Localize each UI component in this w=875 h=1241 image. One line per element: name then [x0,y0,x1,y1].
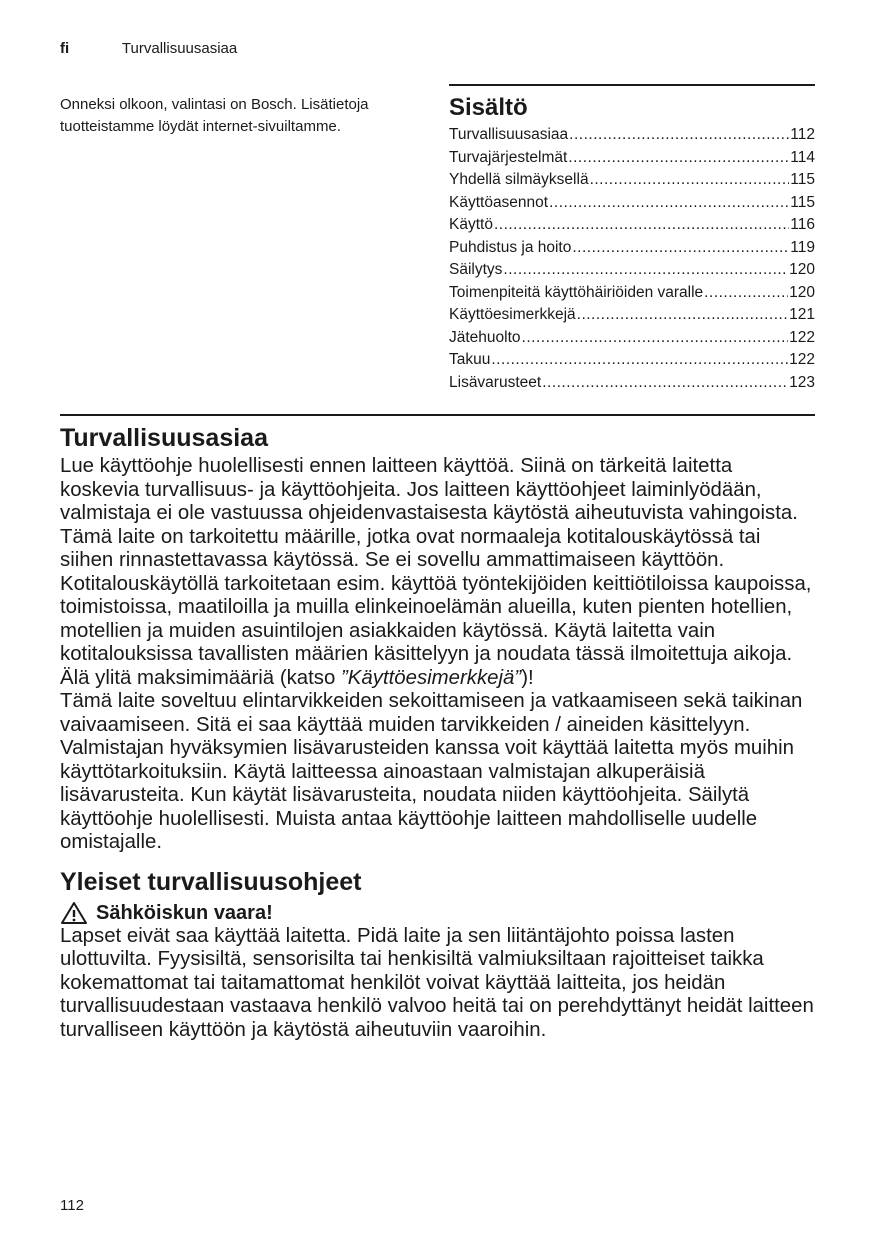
toc-entry-page: 115 [790,171,815,188]
toc-entry [449,192,815,215]
toc-entry-page: 115 [790,193,815,211]
toc-entry-title: Säilytys [449,261,503,278]
toc-leader-dots [590,169,790,192]
toc-leader-dots [522,327,789,350]
toc-entry-title: Jätehuolto [449,328,521,346]
warning-triangle-icon [60,901,88,925]
safety-paragraph-2-end: )! [521,666,534,689]
safety-paragraph-2-start: Tämä laite on tarkoitettu määrille, jotka ovat normaaleja kotitalouskäytössä tai siihen rinnastettavassa käytössä. Se ei sovellu ammattimaiseen käyttöön. Kotitalouskäytöllä tarkoitetaan esim. käyttöä työntekijöiden keittiötiloissa kaupoissa, toimistoissa, maatiloilla ja muilla elinkeinoelämän alueilla, kuten pienten hotellien, motellien ja muiden asuintilojen asiakkaiden käytössä. Käytä laitetta vain kotitalouksissa tavallisten määrien käsittelyyn ja noudata tässä ilmoitettuja aikoja. Älä ylitä maksimimääriä (katso [60,525,812,689]
page-header [60,40,237,57]
toc-entry-title: Turvallisuusasiaa [449,126,569,143]
warning-label [60,901,815,925]
toc-entry [449,147,815,170]
toc-entry-page: 122 [789,351,815,368]
warning-text: Sähköiskun vaara! [96,901,273,924]
safety-paragraph-2 [60,526,815,691]
toc-leader-dots [577,304,788,327]
main-content [60,414,815,1042]
running-section-title: Turvallisuusasiaa [121,40,238,57]
toc-leader-dots [549,192,789,215]
toc-entry-page: 122 [789,328,815,346]
toc-entry-title: Lisävarusteet [449,373,542,391]
toc-title: Sisältö [449,94,528,121]
cross-reference: ”Käyttöesimerkkejä” [341,666,522,689]
general-safety-paragraph-1: Lapset eivät saa käyttää laitetta. Pidä laite ja sen liitäntäjohto poissa lasten ulottuvilta. Fyysisiltä, sensorisilta tai henkisiltä valmiuksiltaan rajoitteiset taikka kokemattomat tai taitamattomat henkilöt voivat käyttää laitteita, jos heidän turvallisuudestaan vastaava henkilö valvoo heitä tai on perehdyttänyt heidät laitteen turvalliseen käyttöön ja käytöstä aiheutuviin vaaroihin. [60,924,814,1041]
toc-entry-title: Toimenpiteitä käyttöhäiriöiden varalle [449,283,704,301]
safety-paragraph-3: Tämä laite soveltuu elintarvikkeiden sekoittamiseen ja vatkaamiseen sekä taikinan vaivaamiseen. Sitä ei saa käyttää muiden tarvikkeiden / aineiden käsittelyyn. Valmistajan hyväksymien lisävarusteiden kanssa voit käyttää laitetta myös muihin käyttötarkoituksiin. Käytä laitteessa ainoastaan valmistajan alkuperäisiä lisävarusteita. Kun käytät lisävarusteita, noudata niiden käyttöohjeita. Säilytä käyttöohje huolellisesti. Muista antaa käyttöohje laitteen mahdolliselle uudelle omistajalle. [60,690,803,853]
toc-entry [449,304,815,327]
toc-entry [449,327,815,350]
table-of-contents [449,84,815,394]
toc-entry-title: Käyttöasennot [449,193,549,211]
toc-entry-page: 120 [789,261,815,278]
toc-entry [449,349,815,372]
toc-entry-page: 112 [790,126,815,143]
toc-entry [449,124,815,147]
toc-entry-page: 114 [790,148,815,166]
language-code: fi [60,40,70,57]
toc-entry-page: 121 [789,306,815,323]
toc-entry-page: 116 [790,216,815,233]
safety-heading: Turvallisuusasiaa [60,424,268,452]
toc-entry-page: 119 [790,238,815,256]
toc-entry-title: Käyttöesimerkkejä [449,306,576,323]
toc-entry [449,169,815,192]
toc-entry [449,259,815,282]
toc-entry-title: Yhdellä silmäyksellä [449,171,589,188]
toc-leader-dots [542,372,788,395]
toc-entry-title: Turvajärjestelmät [449,148,568,166]
toc-entry-page: 120 [789,283,815,301]
toc-list [449,124,815,394]
toc-entry-title: Puhdistus ja hoito [449,238,572,256]
toc-leader-dots [568,147,789,170]
toc-leader-dots [572,237,789,260]
toc-leader-dots [494,214,789,237]
intro-text: Onneksi olkoon, valintasi on Bosch. Lisätietoja tuotteistamme löydät internet-sivuiltamme. [60,96,369,135]
toc-entry [449,214,815,237]
toc-entry-title: Käyttö [449,216,493,233]
toc-entry-title: Takuu [449,351,491,368]
toc-leader-dots [503,259,788,282]
general-safety-heading: Yleiset turvallisuusohjeet [60,867,362,896]
toc-leader-dots [704,282,788,305]
toc-leader-dots [569,124,789,147]
page-number: 112 [60,1197,84,1214]
toc-entry-page: 123 [789,373,815,391]
toc-entry [449,282,815,305]
safety-paragraph-1: Lue käyttöohje huolellisesti ennen laitteen käyttöä. Siinä on tärkeitä laitetta koskevia turvallisuus- ja käyttöohjeita. Jos laitteen käyttöohjeet laiminlyödään, valmistaja ei ole vastuussa ohjeidenvastaisesta käytöstä aiheutuvista vahingoista. [60,455,798,524]
toc-entry [449,372,815,395]
toc-leader-dots [491,349,788,372]
toc-entry [449,237,815,260]
